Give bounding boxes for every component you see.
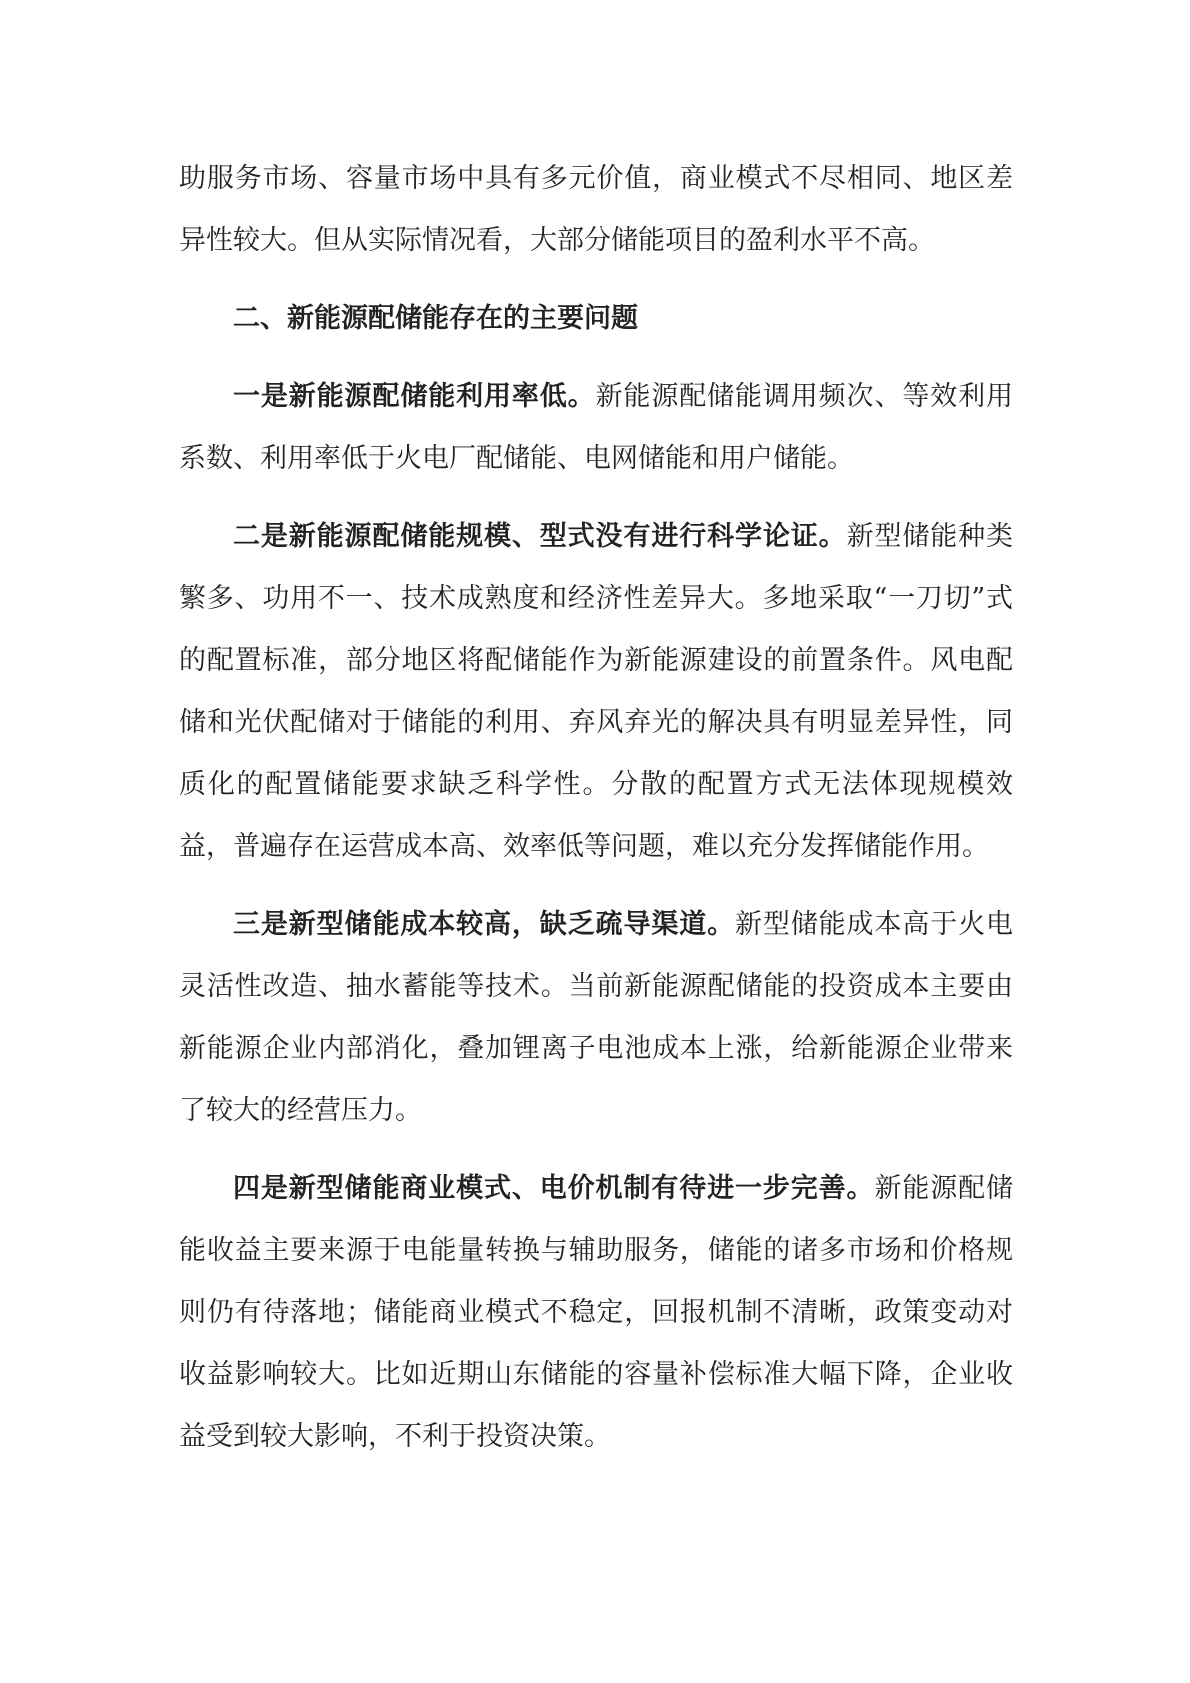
paragraph-lead: 四是新型储能商业模式、电价机制有待进一步完善。	[233, 1173, 875, 1204]
paragraph-text: 新型储能种类繁多、功用不一、技术成熟度和经济性差异大。多地采取“一刀切”式的配置标准，部分地区将配储能作为新能源建设的前置条件。风电配储和光伏配储对于储能的利用、弃风弃光的解决具有明显差异性，同质化的配置储能要求缺乏科学性。分散的配置方式无法体现规模效益，普遍存在运营成本高、效率低等问题，难以充分发挥储能作用。	[179, 521, 1014, 862]
paragraph-text: 新型储能成本高于火电灵活性改造、抽水蓄能等技术。当前新能源配储能的投资成本主要由新能源企业内部消化，叠加锂离子电池成本上涨，给新能源企业带来了较大的经营压力。	[179, 909, 1013, 1126]
document-body	[179, 148, 1013, 1468]
paragraph-continuation	[179, 148, 1013, 272]
section-heading-text: 二、新能源配储能存在的主要问题	[233, 303, 638, 334]
paragraph-text: 新能源配储能收益主要来源于电能量转换与辅助服务，储能的诸多市场和价格规则仍有待落地；储能商业模式不稳定，回报机制不清晰，政策变动对收益影响较大。比如近期山东储能的容量补偿标准大幅下降，企业收益受到较大影响，不利于投资决策。	[179, 1173, 1014, 1452]
paragraph-text: 助服务市场、容量市场中具有多元价值，商业模式不尽相同、地区差异性较大。但从实际情况看，大部分储能项目的盈利水平不高。	[179, 163, 1013, 256]
paragraph-issue-4	[179, 1158, 1013, 1468]
paragraph-issue-3	[179, 894, 1013, 1142]
paragraph-lead: 一是新能源配储能利用率低。	[233, 381, 596, 412]
paragraph-text: 新能源配储能调用频次、等效利用系数、利用率低于火电厂配储能、电网储能和用户储能。	[179, 381, 1014, 474]
paragraph-lead: 三是新型储能成本较高，缺乏疏导渠道。	[233, 909, 735, 940]
paragraph-issue-1	[179, 366, 1013, 490]
paragraph-lead: 二是新能源配储能规模、型式没有进行科学论证。	[233, 521, 847, 552]
section-heading	[179, 288, 1013, 350]
paragraph-issue-2	[179, 506, 1013, 878]
